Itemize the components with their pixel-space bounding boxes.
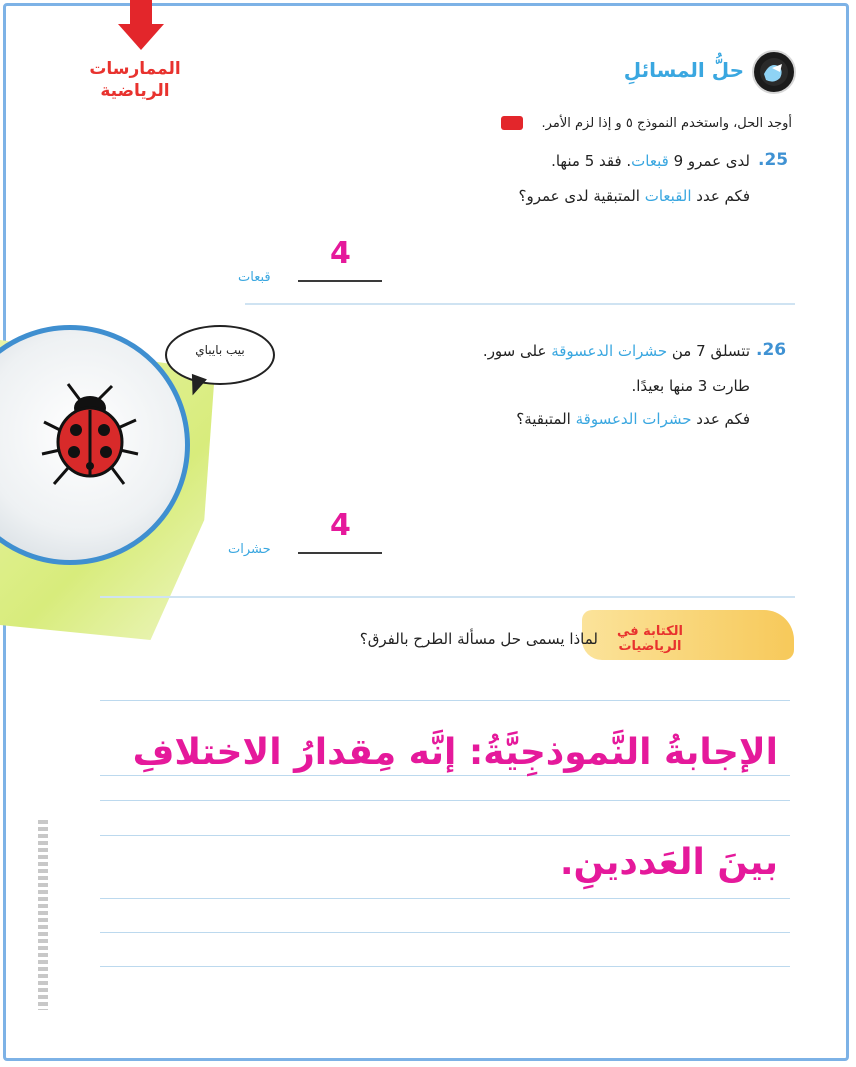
speech-bubble-text: بيب بايباي <box>195 343 245 357</box>
margin-fine-print <box>38 820 48 1010</box>
puzzle-icon <box>752 50 796 94</box>
ruled-line <box>100 835 790 836</box>
q26-answer-line <box>298 552 382 554</box>
q26-line-1: تتسلق 7 من حشرات الدعسوقة على سور. <box>482 342 750 360</box>
ruled-line <box>100 775 790 776</box>
ladybug-icon <box>40 380 140 490</box>
q26-answer: 4 <box>330 508 351 543</box>
section-title: حلُّ المسائلِ <box>623 58 744 82</box>
q25-line-1: لدى عمرو 9 قبعات. فقد 5 منها. <box>551 152 750 170</box>
ruled-line <box>100 898 790 899</box>
q25-unit: قبعات <box>238 270 271 285</box>
q26-line-3: فكم عدد حشرات الدعسوقة المتبقية؟ <box>516 410 750 428</box>
q25-answer: 4 <box>330 236 351 271</box>
divider <box>100 596 795 598</box>
model-answer-line-1: الإجابةُ النَّموذجِيَّةُ: إنَّه مِقدارُ الاختلافِ <box>132 732 778 773</box>
ruled-line <box>100 932 790 933</box>
down-arrow-icon <box>118 0 164 50</box>
ruled-line <box>100 800 790 801</box>
counter-icon <box>501 116 523 130</box>
model-answer-line-2: بينَ العَددينِ. <box>559 842 778 883</box>
writing-question: لماذا يسمى حل مسألة الطرح بالفرق؟ <box>359 630 598 648</box>
q25-line-2: فكم عدد القبعات المتبقية لدى عمرو؟ <box>518 187 750 205</box>
question-number-25: .25 <box>758 150 789 170</box>
question-number-26: .26 <box>756 340 787 360</box>
q26-unit: حشرات <box>228 542 271 557</box>
q25-answer-line <box>298 280 382 282</box>
instruction-text: أوجد الحل، واستخدم النموذج ٥ و إذا لزم الأمر. <box>541 116 792 131</box>
divider <box>245 303 795 305</box>
ruled-line <box>100 700 790 701</box>
ruled-line <box>100 966 790 967</box>
math-practices-label: الممارسات الرياضية <box>89 59 181 101</box>
writing-in-math-label: الكتابة في الرياضيات <box>616 624 684 654</box>
q26-line-2: طارت 3 منها بعيدًا. <box>631 377 750 395</box>
